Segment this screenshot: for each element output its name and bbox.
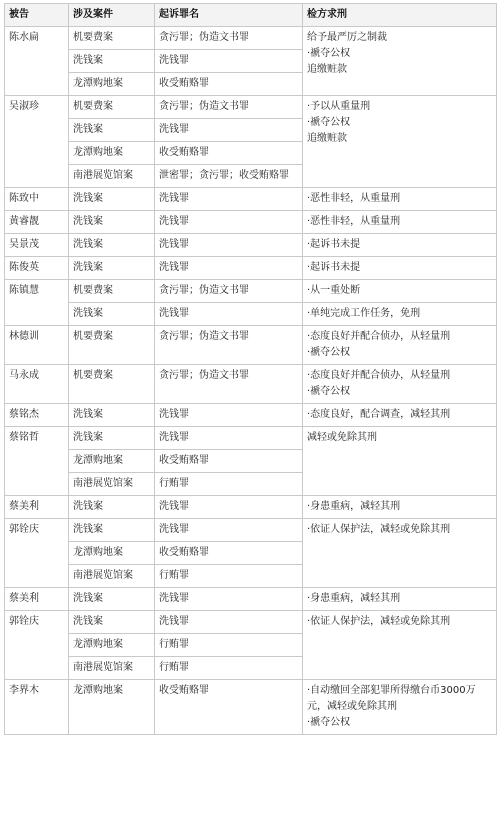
charge-cell: 洗钱罪 xyxy=(155,427,303,450)
charge-cell: 行贿罪 xyxy=(155,565,303,588)
case-cell: 龙潭购地案 xyxy=(69,142,155,165)
table-row xyxy=(5,680,497,735)
table-row xyxy=(5,96,497,119)
table-row xyxy=(5,519,497,542)
request-cell xyxy=(303,96,497,188)
charge-cell: 洗钱罪 xyxy=(155,234,303,257)
table-row xyxy=(5,427,497,450)
request-line: 追缴赃款 xyxy=(307,133,347,144)
case-cell: 机要费案 xyxy=(69,96,155,119)
defendant-cell: 陈致中 xyxy=(5,188,69,211)
case-cell: 洗钱案 xyxy=(69,303,155,326)
request-cell xyxy=(303,680,497,735)
charge-cell: 行贿罪 xyxy=(155,657,303,680)
request-line: ·恶性非轻，从重量刑 xyxy=(307,193,401,204)
table-row xyxy=(5,611,497,634)
request-line: ·起诉书未提 xyxy=(307,239,361,250)
request-line: ·从一重处断 xyxy=(307,285,361,296)
charge-cell: 洗钱罪 xyxy=(155,404,303,427)
defendant-cell: 黄睿靓 xyxy=(5,211,69,234)
case-cell: 南港展览馆案 xyxy=(69,473,155,496)
request-cell xyxy=(303,211,497,234)
request-line: ·依证人保护法，减轻或免除其刑 xyxy=(307,524,451,535)
charge-cell: 贪污罪；伪造文书罪 xyxy=(155,96,303,119)
charge-cell: 贪污罪；伪造文书罪 xyxy=(155,326,303,365)
defendant-cell: 陈水扁 xyxy=(5,27,69,96)
request-line: ·身患重病，减轻其刑 xyxy=(307,593,401,604)
case-cell: 洗钱案 xyxy=(69,611,155,634)
case-cell: 龙潭购地案 xyxy=(69,680,155,735)
request-line: ·褫夺公权 xyxy=(307,386,351,397)
request-line: ·态度良好并配合侦办，从轻量刑 xyxy=(307,331,451,342)
case-cell: 龙潭购地案 xyxy=(69,73,155,96)
request-cell xyxy=(303,427,497,496)
request-cell xyxy=(303,234,497,257)
table-row xyxy=(5,326,497,365)
request-cell xyxy=(303,326,497,365)
table-row xyxy=(5,27,497,50)
defendant-cell: 郭铨庆 xyxy=(5,519,69,588)
header-case: 涉及案件 xyxy=(69,4,155,27)
charge-cell: 收受贿赂罪 xyxy=(155,73,303,96)
case-cell: 南港展览馆案 xyxy=(69,565,155,588)
request-cell xyxy=(303,27,497,96)
table-row xyxy=(5,234,497,257)
defendant-cell: 吴景茂 xyxy=(5,234,69,257)
case-cell: 洗钱案 xyxy=(69,188,155,211)
defendant-cell: 蔡铭哲 xyxy=(5,427,69,496)
case-cell: 龙潭购地案 xyxy=(69,450,155,473)
request-cell xyxy=(303,280,497,303)
request-cell xyxy=(303,188,497,211)
defendant-cell: 林德训 xyxy=(5,326,69,365)
defendant-cell: 郭铨庆 xyxy=(5,611,69,680)
charge-cell: 洗钱罪 xyxy=(155,50,303,73)
defendant-cell: 吴淑珍 xyxy=(5,96,69,188)
case-cell: 南港展览馆案 xyxy=(69,165,155,188)
case-cell: 洗钱案 xyxy=(69,588,155,611)
table-row xyxy=(5,211,497,234)
table-row xyxy=(5,496,497,519)
charge-cell: 行贿罪 xyxy=(155,634,303,657)
charge-cell: 收受贿赂罪 xyxy=(155,142,303,165)
header-row xyxy=(5,4,497,27)
table-row xyxy=(5,588,497,611)
defendant-cell: 蔡铭杰 xyxy=(5,404,69,427)
defendant-cell: 马永成 xyxy=(5,365,69,404)
request-line: 减轻或免除其刑 xyxy=(307,432,377,443)
case-cell: 洗钱案 xyxy=(69,50,155,73)
charge-cell: 洗钱罪 xyxy=(155,188,303,211)
table-row xyxy=(5,257,497,280)
request-line: ·褫夺公权 xyxy=(307,48,351,59)
case-cell: 机要费案 xyxy=(69,280,155,303)
request-line: 追缴赃款 xyxy=(307,64,347,75)
request-cell xyxy=(303,588,497,611)
case-cell: 机要费案 xyxy=(69,365,155,404)
case-cell: 洗钱案 xyxy=(69,427,155,450)
header-defendant: 被告 xyxy=(5,4,69,27)
charge-cell: 洗钱罪 xyxy=(155,519,303,542)
table-row xyxy=(5,365,497,404)
case-cell: 龙潭购地案 xyxy=(69,634,155,657)
charge-cell: 行贿罪 xyxy=(155,473,303,496)
request-line: ·态度良好并配合侦办，从轻量刑 xyxy=(307,370,451,381)
charge-cell: 洗钱罪 xyxy=(155,611,303,634)
request-cell xyxy=(303,404,497,427)
request-cell xyxy=(303,365,497,404)
defendant-cell: 蔡美利 xyxy=(5,496,69,519)
request-cell xyxy=(303,496,497,519)
request-line: ·恶性非轻，从重量刑 xyxy=(307,216,401,227)
case-cell: 洗钱案 xyxy=(69,234,155,257)
charge-cell: 收受贿赂罪 xyxy=(155,542,303,565)
request-line: ·自动缴回全部犯罪所得缴台币3000万元，减轻或免除其刑 xyxy=(307,685,476,712)
request-cell xyxy=(303,611,497,680)
charge-cell: 泄密罪；贪污罪；收受贿赂罪 xyxy=(155,165,303,188)
request-line: ·起诉书未提 xyxy=(307,262,361,273)
request-line: ·态度良好，配合调查，减轻其刑 xyxy=(307,409,451,420)
table-row xyxy=(5,280,497,303)
defendant-cell: 陈镇慧 xyxy=(5,280,69,326)
request-cell xyxy=(303,303,497,326)
request-line: ·单纯完成工作任务，免刑 xyxy=(307,308,421,319)
charge-cell: 贪污罪；伪造文书罪 xyxy=(155,365,303,404)
table-row xyxy=(5,188,497,211)
case-cell: 机要费案 xyxy=(69,326,155,365)
table-body xyxy=(5,27,497,735)
table-row xyxy=(5,404,497,427)
defendant-cell: 蔡美利 xyxy=(5,588,69,611)
case-cell: 洗钱案 xyxy=(69,119,155,142)
charge-cell: 洗钱罪 xyxy=(155,303,303,326)
case-cell: 洗钱案 xyxy=(69,404,155,427)
request-line: 给予最严厉之制裁 xyxy=(307,32,387,43)
charge-cell: 洗钱罪 xyxy=(155,588,303,611)
request-line: ·身患重病，减轻其刑 xyxy=(307,501,401,512)
case-cell: 洗钱案 xyxy=(69,211,155,234)
charge-cell: 洗钱罪 xyxy=(155,211,303,234)
charge-cell: 收受贿赂罪 xyxy=(155,450,303,473)
defendant-cell: 李界木 xyxy=(5,680,69,735)
case-cell: 洗钱案 xyxy=(69,257,155,280)
case-cell: 洗钱案 xyxy=(69,519,155,542)
defendant-cell: 陈俊英 xyxy=(5,257,69,280)
table-row xyxy=(5,303,497,326)
case-cell: 洗钱案 xyxy=(69,496,155,519)
request-line: ·褫夺公权 xyxy=(307,717,351,728)
charge-cell: 贪污罪；伪造文书罪 xyxy=(155,280,303,303)
request-line: ·褫夺公权 xyxy=(307,117,351,128)
request-line: ·予以从重量刑 xyxy=(307,101,371,112)
request-line: ·褫夺公权 xyxy=(307,347,351,358)
charge-cell: 洗钱罪 xyxy=(155,496,303,519)
header-charge: 起诉罪名 xyxy=(155,4,303,27)
request-line: ·依证人保护法，减轻或免除其刑 xyxy=(307,616,451,627)
charge-cell: 贪污罪；伪造文书罪 xyxy=(155,27,303,50)
case-cell: 南港展览馆案 xyxy=(69,657,155,680)
case-cell: 龙潭购地案 xyxy=(69,542,155,565)
charge-cell: 洗钱罪 xyxy=(155,119,303,142)
request-cell xyxy=(303,519,497,588)
charge-cell: 洗钱罪 xyxy=(155,257,303,280)
charge-cell: 收受贿赂罪 xyxy=(155,680,303,735)
case-cell: 机要费案 xyxy=(69,27,155,50)
request-cell xyxy=(303,257,497,280)
header-request: 检方求刑 xyxy=(303,4,497,27)
sentencing-table xyxy=(4,3,497,735)
